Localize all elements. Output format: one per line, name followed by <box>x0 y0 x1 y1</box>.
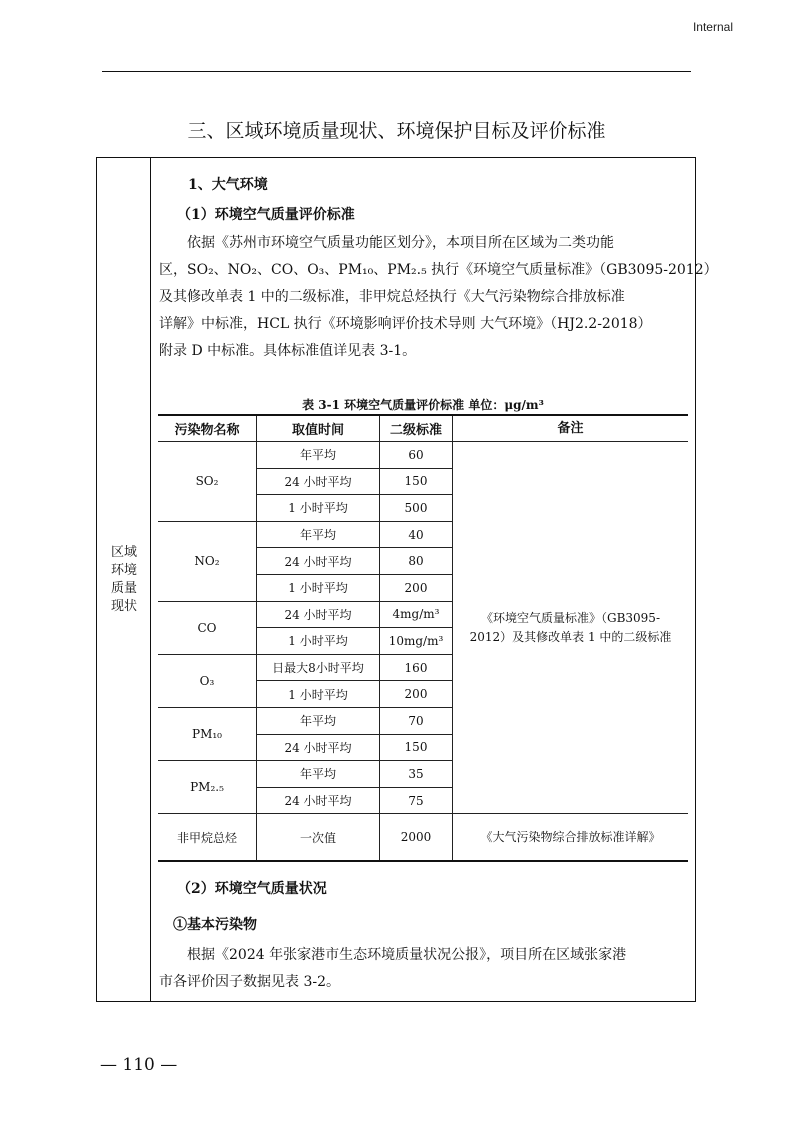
table-row <box>158 442 688 469</box>
pollutant-cell: NO₂ <box>158 521 257 601</box>
value-cell: 60 <box>380 442 453 469</box>
header-rule <box>102 71 691 72</box>
value-cell: 200 <box>380 681 453 708</box>
period-cell: 1 小时平均 <box>257 495 380 522</box>
value-cell: 75 <box>380 787 453 814</box>
col-header: 二级标准 <box>380 415 453 442</box>
paragraph-line: 详解》中标准，HCL 执行《环境影响评价技术导则 大气环境》（HJ2.2-2018） <box>159 316 652 332</box>
heading-atmosphere: 1、大气环境 <box>188 177 268 193</box>
paragraph-status <box>159 942 687 996</box>
pollutant-cell: PM₂.₅ <box>158 761 257 814</box>
side-label <box>97 544 151 616</box>
remark-cell: 《大气污染物综合排放标准详解》 <box>453 814 689 862</box>
heading-basic-pollutants: ①基本污染物 <box>173 917 257 933</box>
value-cell: 150 <box>380 468 453 495</box>
side-column <box>97 158 151 1001</box>
side-label-line: 质量 <box>110 581 137 596</box>
period-cell: 24 小时平均 <box>257 468 380 495</box>
paragraph-line: 及其修改单表 1 中的二级标准，非甲烷总烃执行《大气污染物综合排放标准 <box>159 289 625 305</box>
table-row <box>158 814 688 862</box>
content-frame <box>96 157 718 1002</box>
value-cell: 2000 <box>380 814 453 862</box>
period-cell: 24 小时平均 <box>257 787 380 814</box>
period-cell: 1 小时平均 <box>257 628 380 655</box>
paragraph-line: 附录 D 中标准。具体标准值详见表 3-1。 <box>159 343 417 359</box>
value-cell: 500 <box>380 495 453 522</box>
period-cell: 年平均 <box>257 761 380 788</box>
pollutant-cell: CO <box>158 601 257 654</box>
col-header: 备注 <box>453 415 689 442</box>
table-header-row <box>158 415 688 442</box>
pollutant-cell: 非甲烷总烃 <box>158 814 257 862</box>
side-label-line: 现状 <box>110 599 137 614</box>
period-cell: 年平均 <box>257 707 380 734</box>
heading-standard: （1）环境空气质量评价标准 <box>177 207 355 223</box>
col-header: 污染物名称 <box>158 415 257 442</box>
pollutant-cell: O₃ <box>158 654 257 707</box>
side-label-line: 环境 <box>110 563 137 578</box>
period-cell: 日最大8小时平均 <box>257 654 380 681</box>
table-caption: 表 3-1 环境空气质量评价标准 单位：μg/m³ <box>302 398 544 412</box>
period-cell: 年平均 <box>257 521 380 548</box>
value-cell: 80 <box>380 548 453 575</box>
section-title: 三、区域环境质量现状、环境保护目标及评价标准 <box>187 120 606 142</box>
col-header: 取值时间 <box>257 415 380 442</box>
standards-table <box>158 414 688 862</box>
paragraph-line: 依据《苏州市环境空气质量功能区划分》，本项目所在区域为二类功能 <box>159 235 614 251</box>
paragraph-line: 根据《2024 年张家港市生态环境质量状况公报》，项目所在区域张家港 <box>159 947 627 963</box>
period-cell: 24 小时平均 <box>257 548 380 575</box>
content-area <box>151 158 718 1001</box>
period-cell: 年平均 <box>257 442 380 469</box>
internal-tag: Internal <box>692 20 733 34</box>
pollutant-cell: PM₁₀ <box>158 707 257 760</box>
pollutant-cell: SO₂ <box>158 442 257 522</box>
period-cell: 1 小时平均 <box>257 574 380 601</box>
paragraph-line: 区，SO₂、NO₂、CO、O₃、PM₁₀、PM₂.₅ 执行《环境空气质量标准》（GB3095-2012） <box>159 262 718 278</box>
heading-status: （2）环境空气质量状况 <box>177 881 327 897</box>
value-cell: 4mg/m³ <box>380 601 453 628</box>
value-cell: 150 <box>380 734 453 761</box>
value-cell: 160 <box>380 654 453 681</box>
paragraph-line: 市各评价因子数据见表 3-2。 <box>159 974 340 990</box>
period-cell: 24 小时平均 <box>257 734 380 761</box>
period-cell: 一次值 <box>257 814 380 862</box>
value-cell: 10mg/m³ <box>380 628 453 655</box>
period-cell: 1 小时平均 <box>257 681 380 708</box>
value-cell: 200 <box>380 574 453 601</box>
remark-cell: 《环境空气质量标准》（GB3095-2012）及其修改单表 1 中的二级标准 <box>453 442 689 814</box>
value-cell: 35 <box>380 761 453 788</box>
page-number: — 110 — <box>100 1055 178 1075</box>
value-cell: 40 <box>380 521 453 548</box>
side-label-line: 区域 <box>110 545 137 560</box>
paragraph-standard <box>159 230 718 365</box>
value-cell: 70 <box>380 707 453 734</box>
period-cell: 24 小时平均 <box>257 601 380 628</box>
